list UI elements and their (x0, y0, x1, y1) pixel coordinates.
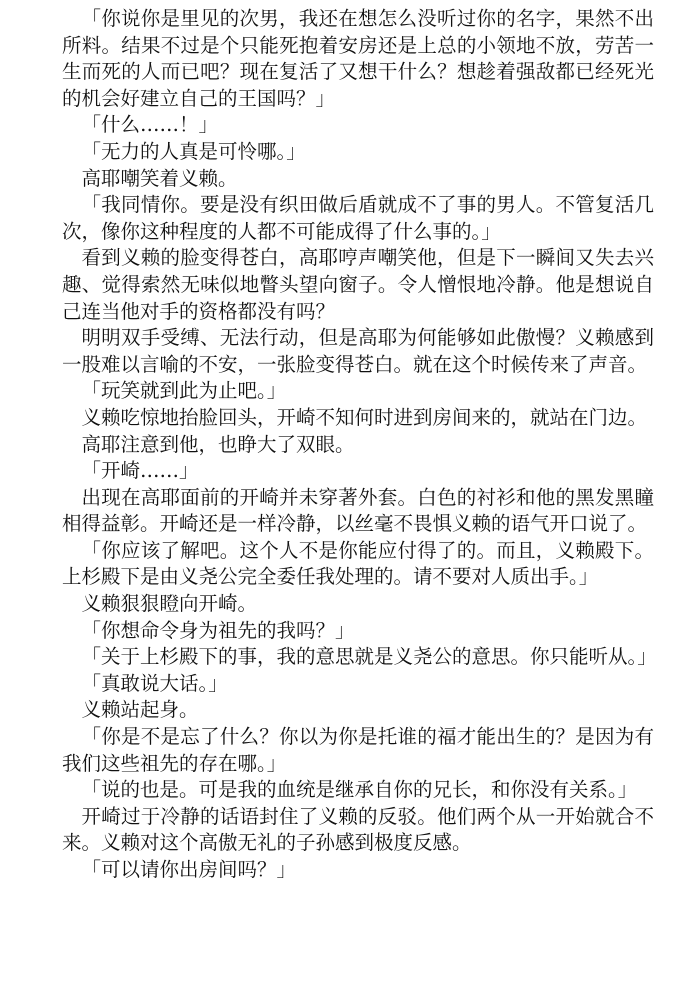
paragraph: 「什么……！」 (81, 113, 219, 137)
paragraph: 「可以请你出房间吗？」 (81, 858, 297, 881)
paragraph: 义赖狠狠瞪向开崎。 (81, 592, 258, 616)
paragraph: 「你应该了解吧。这个人不是你能应付得了的。而且，义赖殿下。上杉殿下是由义尧公完全委任我处理的。请不要对人质出手。」 (62, 538, 654, 589)
paragraph: 明明双手受缚、无法行动，但是高耶为何能够如此傲慢？义赖感到一股难以言喻的不安，一张脸变得苍白。就在这个时候传来了声音。 (62, 326, 654, 376)
paragraph: 「说的也是。可是我的血统是继承自你的兄长，和你没有关系。」 (81, 778, 638, 802)
paragraph: 出现在高耶面前的开崎并未穿著外套。白色的衬衫和他的黑发黑瞳相得益彰。开崎还是一样冷静，以丝毫不畏惧义赖的语气开口说了。 (62, 485, 654, 536)
paragraph: 义赖站起身。 (81, 698, 199, 722)
paragraph: 「开崎……」 (81, 459, 199, 483)
paragraph: 开崎过于冷静的话语封住了义赖的反驳。他们两个从一开始就合不来。义赖对这个高傲无礼的子孙感到极度反感。 (62, 804, 654, 855)
paragraph: 「你说你是里见的次男，我还在想怎么没听过你的名字，果然不出所料。结果不过是个只能死抱着安房还是上总的小领地不放，劳苦一生而死的人而已吧？现在复活了又想干什么？想趁着强敌都已经死光的机会好建立自己的王国吗？」 (62, 7, 654, 110)
paragraph: 看到义赖的脸变得苍白，高耶哼声嘲笑他，但是下一瞬间又失去兴趣、觉得索然无味似地瞥头望向窗子。令人憎恨地冷静。他是想说自己连当他对手的资格都没有吗？ (62, 246, 654, 323)
paragraph: 义赖吃惊地抬脸回头，开崎不知何时进到房间来的，就站在门边。 (81, 405, 648, 429)
novel-page (62, 6, 657, 884)
paragraph: 「真敢说大话。」 (81, 671, 228, 695)
paragraph: 高耶注意到他，也睁大了双眼。 (81, 432, 355, 456)
paragraph: 「我同情你。要是没有织田做后盾就成不了事的男人。不管复活几次，像你这种程度的人都不可能成得了什么事的。」 (62, 193, 654, 243)
paragraph: 「你想命令身为祖先的我吗？」 (81, 618, 355, 642)
paragraph: 「无力的人真是可怜哪。」 (81, 139, 306, 163)
paragraph: 高耶嘲笑着义赖。 (81, 166, 238, 190)
paragraph: 「关于上杉殿下的事，我的意思就是义尧公的意思。你只能听从。」 (81, 645, 657, 669)
paragraph: 「玩笑就到此为止吧。」 (81, 379, 287, 403)
paragraph: 「你是不是忘了什么？你以为你是托谁的福才能出生的？是因为有我们这些祖先的存在哪。」 (62, 725, 654, 775)
